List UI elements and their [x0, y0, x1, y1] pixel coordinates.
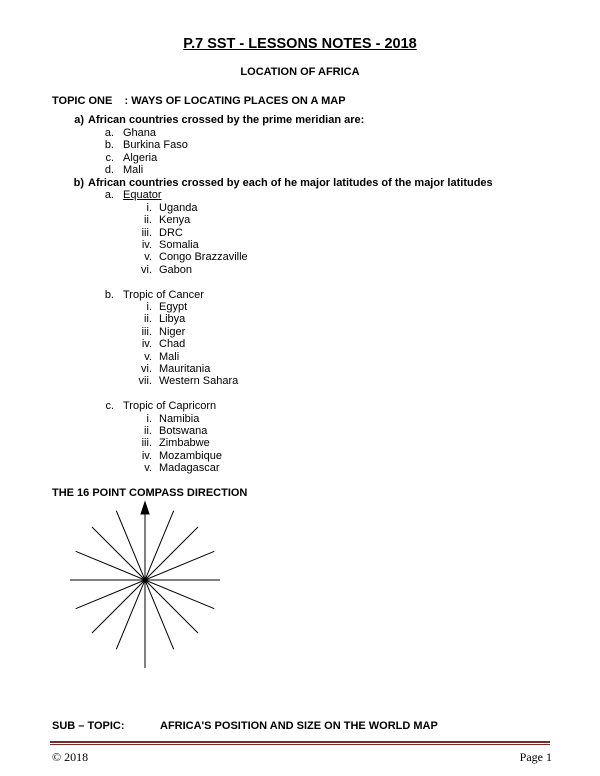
- north-arrow-icon: [141, 502, 149, 514]
- list-marker: b): [73, 176, 84, 189]
- list-marker: iv.: [141, 338, 152, 351]
- list-item: Chad: [159, 338, 186, 351]
- list-item: Western Sahara: [159, 375, 239, 388]
- footer-page-number: Page 1: [519, 750, 552, 764]
- list-marker: vii.: [138, 375, 152, 388]
- list-marker: iii.: [141, 437, 152, 450]
- list-item: Congo Brazzaville: [159, 251, 248, 264]
- list-item: Ghana: [123, 126, 157, 139]
- list-item: Mauritania: [159, 363, 211, 375]
- subtopic-label: SUB – TOPIC:: [52, 720, 125, 732]
- list-item: Namibia: [159, 412, 200, 425]
- compass-heading: THE 16 POINT COMPASS DIRECTION: [52, 487, 248, 499]
- list-item: Libya: [159, 313, 186, 326]
- list-item: Kenya: [159, 214, 191, 227]
- list-item: Egypt: [159, 301, 188, 313]
- list-item: Niger: [159, 325, 186, 338]
- list-item: Mali: [159, 350, 180, 363]
- list-item: Botswana: [159, 425, 208, 437]
- list-item: Gabon: [159, 263, 193, 276]
- section-a-heading: African countries crossed by the prime meridian are:: [88, 114, 365, 126]
- footer-copyright: © 2018: [52, 750, 89, 764]
- list-marker: i.: [146, 301, 152, 313]
- list-marker: v.: [144, 251, 152, 264]
- list-marker: c.: [105, 151, 114, 164]
- list-marker: v.: [144, 462, 152, 475]
- topic-one-heading: TOPIC ONE : WAYS OF LOCATING PLACES ON A MAP: [52, 95, 346, 107]
- footer-rule-thin: [50, 744, 550, 745]
- list-item: Mali: [123, 164, 144, 177]
- list-marker: b.: [104, 139, 114, 152]
- list-item: Burkina Faso: [123, 139, 188, 152]
- list-item: Algeria: [123, 151, 158, 164]
- list-marker: i.: [146, 201, 152, 214]
- list-marker: c.: [105, 400, 114, 413]
- list-marker: ii.: [144, 313, 152, 326]
- list-marker: ii.: [144, 425, 152, 437]
- list-item: Somalia: [159, 239, 199, 251]
- list-marker: a.: [104, 126, 114, 139]
- list-marker: a.: [104, 189, 114, 202]
- page-title: P.7 SST - LESSONS NOTES - 2018: [183, 36, 417, 52]
- list-item: Uganda: [159, 201, 198, 214]
- list-marker: ii.: [144, 214, 152, 227]
- latitude-group-heading: Equator: [123, 189, 162, 202]
- list-marker: v.: [144, 350, 152, 363]
- section-b-heading: African countries crossed by each of he major latitudes of the major latitudes: [88, 176, 493, 189]
- page-subtitle: LOCATION OF AFRICA: [240, 66, 360, 78]
- list-marker: d.: [104, 164, 114, 177]
- list-marker: iv.: [141, 449, 152, 462]
- subtopic-title: AFRICA'S POSITION AND SIZE ON THE WORLD MAP: [160, 720, 438, 732]
- latitude-group-heading: Tropic of Capricorn: [123, 400, 217, 413]
- list-marker: iv.: [141, 239, 152, 251]
- list-marker: vi.: [141, 363, 152, 375]
- sixteen-point-compass-icon: [60, 500, 230, 690]
- list-marker: b.: [104, 288, 114, 301]
- list-item: Madagascar: [159, 462, 220, 475]
- list-marker: iii.: [141, 325, 152, 338]
- list-marker: vi.: [141, 263, 152, 276]
- latitude-group-heading: Tropic of Cancer: [123, 288, 204, 301]
- footer-rule: [50, 741, 550, 743]
- list-marker: i.: [146, 412, 152, 425]
- list-item: Mozambique: [159, 449, 222, 462]
- list-item: DRC: [159, 226, 183, 239]
- list-item: Zimbabwe: [159, 437, 210, 450]
- list-marker: iii.: [141, 226, 152, 239]
- list-marker: a): [74, 114, 84, 126]
